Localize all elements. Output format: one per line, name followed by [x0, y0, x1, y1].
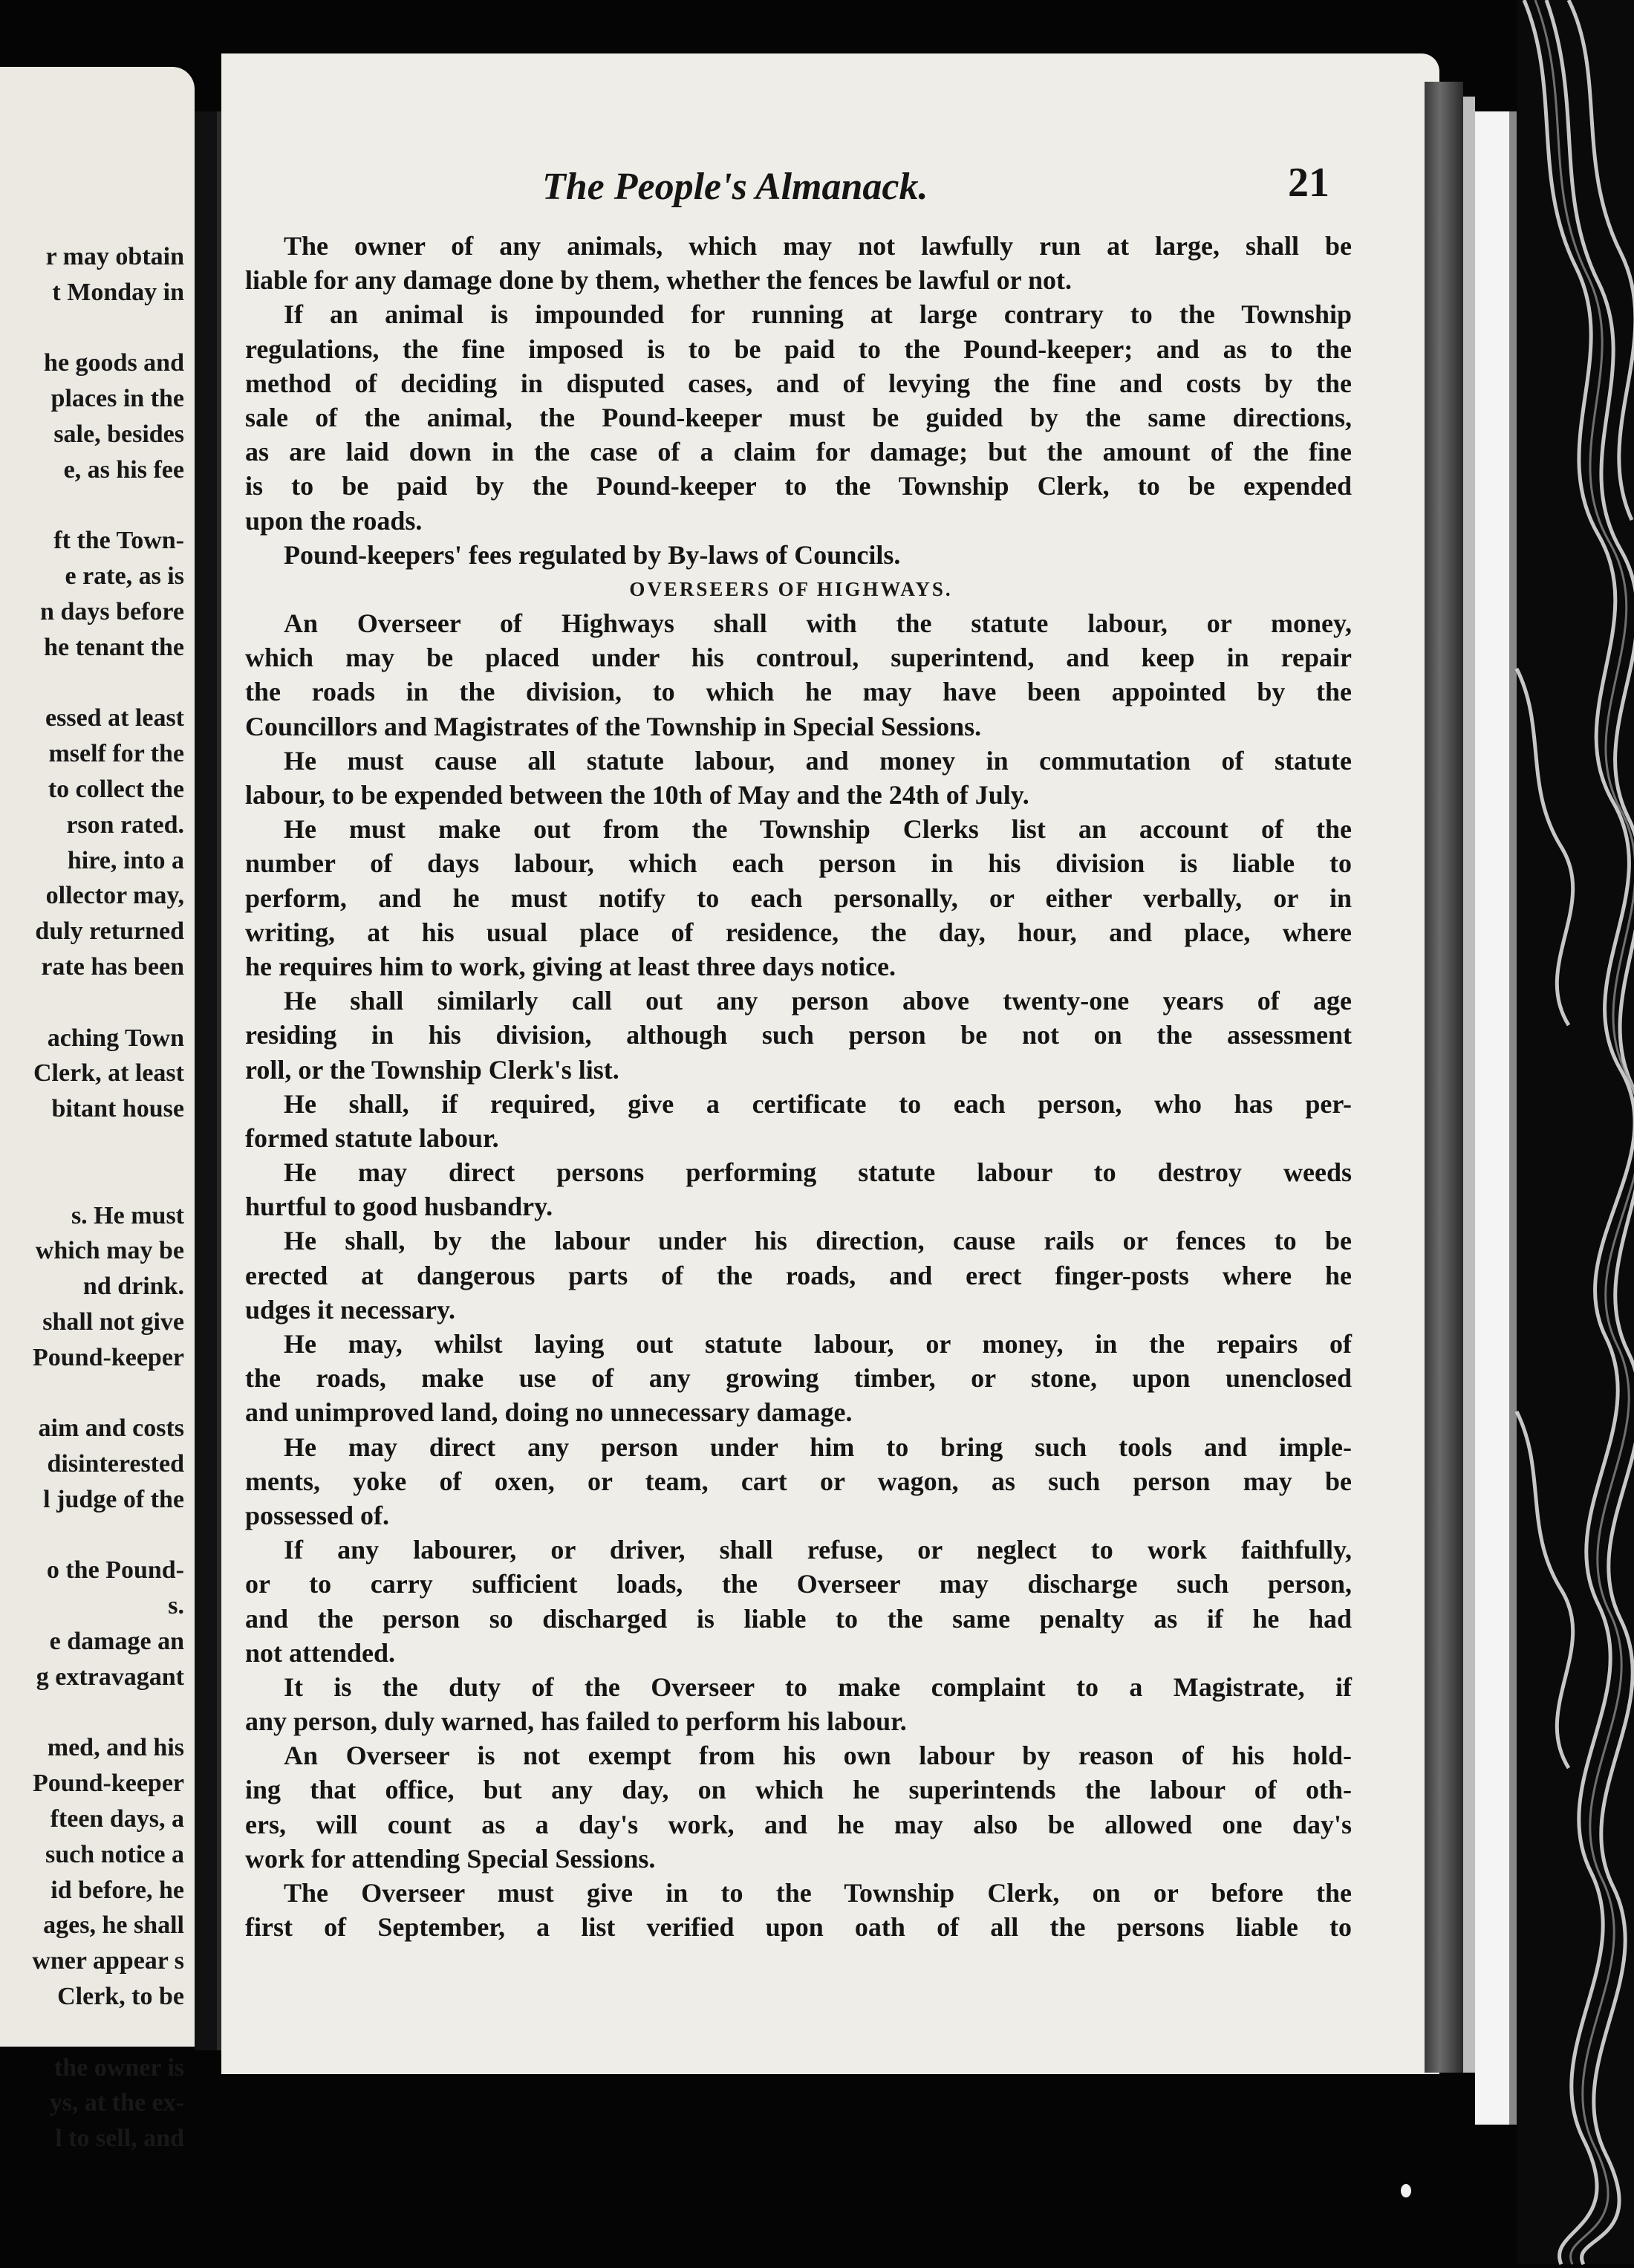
- left-page-line: [0, 1163, 184, 1198]
- text-line: as are laid down in the case of a claim for damage; but the amount of the fine: [245, 437, 1352, 467]
- left-page-line: bitant house: [51, 1095, 184, 1123]
- text-line: the roads, make use of any growing timber, or stone, upon unenclosed: [245, 1363, 1352, 1394]
- page-number: 21: [1288, 160, 1329, 206]
- left-page-line: disinterested: [47, 1450, 184, 1478]
- text-line: residing in his division, although such person be not on the assessment: [245, 1020, 1352, 1050]
- left-page-line: [0, 1376, 184, 1411]
- left-page-line: ages, he shall: [43, 1911, 184, 1940]
- text-line: possessed of.: [245, 1500, 390, 1530]
- text-line: regulations, the fine imposed is to be paid to the Pound-keeper; and as to the: [245, 334, 1352, 364]
- marbled-endpaper: [1517, 0, 1634, 2264]
- text-line: ing that office, but any day, on which he superintends the labour of oth-: [245, 1775, 1352, 1805]
- text-line: not attended.: [245, 1637, 396, 1668]
- text-line: If an animal is impounded for running at large contrary to the Township: [284, 299, 1352, 330]
- left-page-line: ft the Town-: [53, 527, 184, 555]
- text-line: Councillors and Magistrates of the Township in Special Sessions.: [245, 711, 982, 741]
- left-page-line: Clerk, to be: [57, 1983, 184, 2011]
- text-line: He shall, by the labour under his direction, cause rails or fences to be: [284, 1226, 1352, 1256]
- left-page-line: sale, besides: [53, 420, 184, 448]
- text-line: An Overseer is not exempt from his own labour by reason of his hold-: [284, 1741, 1352, 1771]
- left-page-line: aim and costs: [38, 1414, 184, 1443]
- left-page-line: [0, 985, 184, 1021]
- left-page-line: which may be: [35, 1237, 184, 1265]
- text-line: first of September, a list verified upon oath of all the persons liable to: [245, 1912, 1352, 1943]
- left-page-line: ys, at the ex-: [49, 2089, 184, 2117]
- left-page-line: [0, 1127, 184, 1163]
- text-line: perform, and he must notify to each personally, or either verbally, or in: [245, 883, 1352, 913]
- left-page-line: Pound-keeper: [33, 1343, 184, 1371]
- left-page-line: o the Pound-: [46, 1556, 184, 1585]
- left-page-line: [0, 311, 184, 346]
- page-header: [542, 160, 1329, 212]
- left-page-line: shall not give: [42, 1307, 184, 1336]
- running-title: The People's Almanack.: [542, 166, 928, 208]
- text-line: the roads in the division, to which he may have been appointed by the: [245, 677, 1352, 707]
- text-line: hurtful to good husbandry.: [245, 1192, 553, 1222]
- left-page-line: rson rated.: [66, 810, 184, 839]
- cover-board: [1475, 111, 1509, 2125]
- left-page-line: essed at least: [45, 704, 184, 732]
- book-gutter: [195, 111, 218, 2050]
- text-line: ments, yoke of oxen, or team, cart or wagon, as such person may be: [245, 1466, 1352, 1496]
- text-line: upon the roads.: [245, 505, 423, 536]
- left-page-line: e rate, as is: [65, 562, 184, 591]
- text-line: The owner of any animals, which may not lawfully run at large, shall be: [284, 231, 1352, 261]
- left-page-line: Clerk, at least: [33, 1059, 184, 1088]
- text-line: is to be paid by the Pound-keeper to the Township Clerk, to be expended: [245, 471, 1352, 501]
- text-line: formed statute labour.: [245, 1122, 499, 1153]
- text-line: He must cause all statute labour, and money in commutation of statute: [284, 745, 1352, 776]
- text-line: which may be placed under his controul, superintend, and keep in repair: [245, 643, 1352, 673]
- page-stack-edge: [1425, 82, 1463, 2073]
- left-page-line: aching Town: [47, 1024, 184, 1052]
- left-page-line: rate has been: [41, 952, 184, 981]
- left-page-line: hire, into a: [67, 846, 184, 874]
- text-line: He shall, if required, give a certificate to each person, who has per-: [284, 1088, 1352, 1119]
- left-page-fragment: [0, 67, 195, 2153]
- left-page-line: Pound-keeper: [33, 1770, 184, 1798]
- left-page-line: places in the: [51, 385, 184, 413]
- left-page-line: such notice a: [45, 1840, 184, 1868]
- left-page-line: [0, 1695, 184, 1731]
- paper-speck: [1401, 2184, 1411, 2197]
- left-page-line: n days before: [40, 597, 184, 626]
- text-line: method of deciding in disputed cases, and of levying the fine and costs by the: [245, 368, 1352, 398]
- text-line: He may direct persons performing statute labour to destroy weeds: [284, 1157, 1352, 1188]
- text-line: If any labourer, or driver, shall refuse, or neglect to work faithfully,: [284, 1535, 1352, 1565]
- left-page-line: mself for the: [48, 740, 184, 768]
- left-page-line: to collect the: [48, 775, 184, 803]
- body-text: [245, 229, 1352, 1944]
- left-page-line: duly returned: [35, 917, 184, 946]
- section-heading: OVERSEERS OF HIGHWAYS.: [629, 577, 953, 600]
- text-line: erected at dangerous parts of the roads, and erect finger-posts where he: [245, 1260, 1352, 1290]
- left-page-line: l judge of the: [43, 1485, 184, 1513]
- text-line: roll, or the Township Clerk's list.: [245, 1054, 619, 1085]
- left-page-text: [0, 239, 184, 2157]
- left-page-line: g extravagant: [36, 1663, 184, 1691]
- left-page-line: he tenant the: [44, 633, 184, 661]
- text-line: or to carry sufficient loads, the Overseer may discharge such person,: [245, 1569, 1352, 1599]
- left-page-line: med, and his: [47, 1734, 184, 1762]
- left-page-line: [0, 1518, 184, 1553]
- text-line: The Overseer must give in to the Township Clerk, on or before the: [284, 1878, 1352, 1908]
- text-line: any person, duly warned, has failed to perform his labour.: [245, 1706, 907, 1737]
- text-line: Pound-keepers' fees regulated by By-laws of Councils.: [284, 539, 901, 570]
- left-page-line: wner appear s: [32, 1947, 184, 1975]
- left-page-line: fteen days, a: [50, 1805, 184, 1833]
- left-page-line: id before, he: [51, 1876, 184, 1904]
- left-page-line: s. He must: [71, 1201, 184, 1229]
- text-line: ers, will count as a day's work, and he may also be allowed one day's: [245, 1809, 1352, 1839]
- page-stack-edge-light: [1463, 97, 1475, 2073]
- text-line: He may, whilst laying out statute labour, or money, in the repairs of: [284, 1329, 1352, 1359]
- marble-pattern: [1517, 0, 1634, 2264]
- text-line: number of days labour, which each person in his division is liable to: [245, 848, 1352, 879]
- text-line: He may direct any person under him to bring such tools and imple-: [284, 1432, 1352, 1462]
- text-line: labour, to be expended between the 10th of May and the 24th of July.: [245, 780, 1029, 810]
- left-page-line: e damage an: [49, 1628, 184, 1656]
- text-line: and unimproved land, doing no unnecessary damage.: [245, 1397, 853, 1428]
- left-page-line: the owner is: [53, 2053, 184, 2082]
- text-line: udges it necessary.: [245, 1294, 455, 1325]
- left-page-line: e, as his fee: [63, 455, 184, 484]
- text-line: and the person so discharged is liable to the same penalty as if he had: [245, 1603, 1352, 1634]
- text-line: An Overseer of Highways shall with the statute labour, or money,: [284, 608, 1352, 639]
- text-line: liable for any damage done by them, whether the fences be lawful or not.: [245, 265, 1072, 296]
- left-page-line: r may obtain: [45, 243, 184, 270]
- left-page-line: t Monday in: [52, 278, 184, 306]
- text-line: writing, at his usual place of residence, the day, hour, and place, where: [245, 917, 1352, 947]
- text-line: sale of the animal, the Pound-keeper must be guided by the same directions,: [245, 402, 1352, 432]
- left-page-line: l to sell, and: [55, 2125, 184, 2153]
- left-page-line: [0, 488, 184, 524]
- cover-edge: [1509, 111, 1517, 2125]
- text-line: work for attending Special Sessions.: [245, 1843, 656, 1874]
- left-page-line: ollector may,: [45, 882, 184, 910]
- left-page-line: he goods and: [44, 349, 184, 377]
- text-line: he requires him to work, giving at least three days notice.: [245, 951, 896, 981]
- text-line: He shall similarly call out any person above twenty-one years of age: [284, 986, 1352, 1016]
- left-page-line: nd drink.: [82, 1273, 184, 1301]
- text-line: He must make out from the Township Clerks list an account of the: [284, 814, 1352, 845]
- left-page-line: s.: [168, 1592, 184, 1620]
- text-line: It is the duty of the Overseer to make complaint to a Magistrate, if: [284, 1671, 1352, 1702]
- left-page-line: [0, 2015, 184, 2050]
- left-page-line: [0, 666, 184, 701]
